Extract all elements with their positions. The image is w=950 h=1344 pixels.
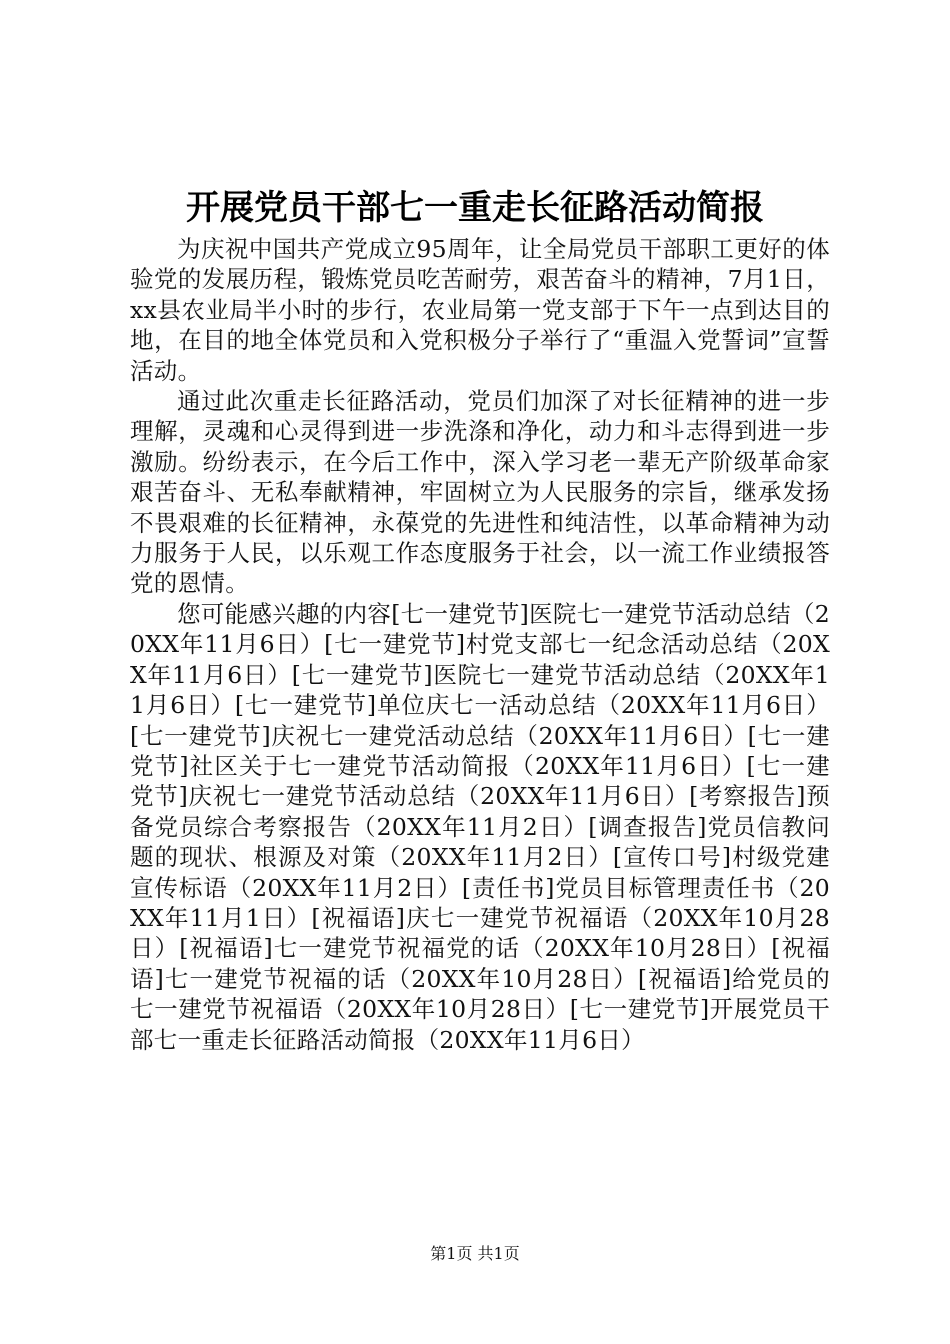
page-number-footer: 第1页 共1页 [430,1244,520,1263]
paragraph-intro: 为庆祝中国共产党成立95周年，让全局党员干部职工更好的体验党的发展历程，锻炼党员吃苦耐劳，艰苦奋斗的精神，7月1日，xx县农业局半小时的步行，农业局第一党支部于下午一点到达目的地，在目的地全体党员和入党积极分子举行了“重温入党誓词”宣誓活动。 [130,235,830,385]
document-body [130,234,830,1055]
paragraph-reflection: 通过此次重走长征路活动，党员们加深了对长征精神的进一步理解，灵魂和心灵得到进一步洗涤和净化，动力和斗志得到进一步激励。纷纷表示，在今后工作中，深入学习老一辈无产阶级革命家艰苦奋斗、无私奉献精神，牢固树立为人民服务的宗旨，继承发扬不畏艰难的长征精神，永葆党的先进性和纯洁性，以革命精神为动力服务于人民，以乐观工作态度服务于社会，以一流工作业绩报答党的恩情。 [130,387,830,598]
document-title: 开展党员干部七一重走长征路活动简报 [186,188,764,228]
paragraph-related-content: 您可能感兴趣的内容[七一建党节]医院七一建党节活动总结（20XX年11月6日）[七一建党节]村党支部七一纪念活动总结（20XX年11月6日）[七一建党节]医院七一建党节活动总结（20XX年11月6日）[七一建党节]单位庆七一活动总结（20XX年11月6日）[七一建党节]庆祝七一建党活动总结（20XX年11月6日）[七一建党节]社区关于七一建党节活动简报（20XX年11月6日）[七一建党节]庆祝七一建党节活动总结（20XX年11月6日）[考察报告]预备党员综合考察报告（20XX年11月2日）[调查报告]党员信教问题的现状、根源及对策（20XX年11月2日）[宣传口号]村级党建宣传标语（20XX年11月2日）[责任书]党员目标管理责任书（20XX年11月1日）[祝福语]庆七一建党节祝福语（20XX年10月28日）[祝福语]七一建党节祝福党的话（20XX年10月28日）[祝福语]七一建党节祝福的话（20XX年10月28日）[祝福语]给党员的七一建党节祝福语（20XX年10月28日）[七一建党节]开展党员干部七一重走长征路活动简报（20XX年11月6日） [130,599,830,1054]
